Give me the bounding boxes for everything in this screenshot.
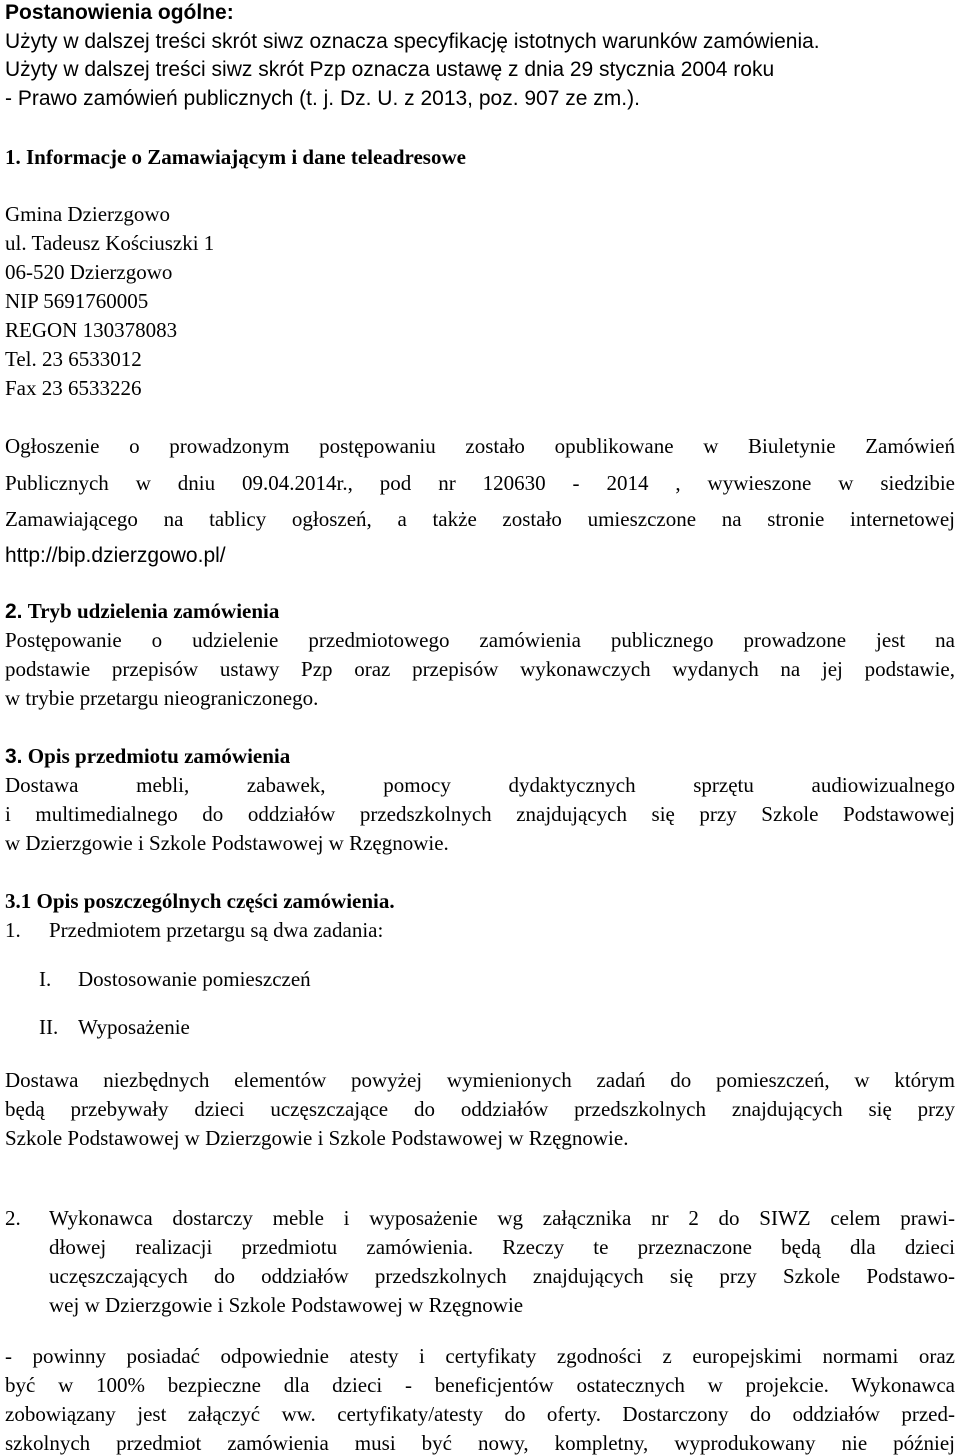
task-text: Wyposażenie: [78, 1015, 190, 1039]
list-item-number: 2.: [5, 1206, 21, 1230]
general-line: Użyty w dalszej treści siwz skrót Pzp oznacza ustawę z dnia 29 stycznia 2004 roku: [5, 58, 775, 81]
section-number: 3.: [5, 745, 23, 768]
bip-url: http://bip.dzierzgowo.pl/: [5, 544, 226, 567]
section-heading: [5, 598, 279, 625]
section-title: Opis przedmiotu zamówienia: [27, 744, 291, 768]
announcement-line: Ogłoszenie o prowadzonym postępowaniu zostało opublikowane w Biuletynie Zamówień: [5, 434, 955, 458]
general-heading: Postanowienia ogólne:: [5, 1, 234, 24]
list-item-text: Wykonawca dostarczy meble i wyposażenie wg załącznika nr 2 do SIWZ celem prawi-: [49, 1206, 955, 1230]
paragraph-line: zobowiązany jest załączyć ww. certyfikaty/atesty do oferty. Dostarczony do oddziałów przed-: [5, 1402, 955, 1426]
paragraph-line: będą przebywały dzieci uczęszczające do oddziałów przedszkolnych znajdujących się przy: [5, 1097, 955, 1121]
paragraph-line: być w 100% bezpieczne dla dzieci - beneficjentów ostatecznych w projekcie. Wykonawca: [5, 1373, 955, 1397]
paragraph-line: w trybie przetargu nieograniczonego.: [5, 686, 319, 710]
address-line: 06-520 Dzierzgowo: [5, 260, 173, 284]
section-number: 2.: [5, 600, 23, 623]
address-line: NIP 5691760005: [5, 289, 149, 313]
address-line: Gmina Dzierzgowo: [5, 202, 171, 226]
list-item-text: uczęszczających do oddziałów przedszkolnych znajdujących się przy Szkole Podstawo-: [49, 1264, 955, 1288]
list-item-text: Przedmiotem przetargu są dwa zadania:: [49, 918, 384, 942]
address-line: ul. Tadeusz Kościuszki 1: [5, 231, 215, 255]
general-line: Użyty w dalszej treści skrót siwz oznacza specyfikację istotnych warunków zamówienia.: [5, 30, 820, 53]
paragraph-line: - powinny posiadać odpowiednie atesty i certyfikaty zgodności z europejskimi normami oraz: [5, 1344, 955, 1368]
list-item-text: dłowej realizacji przedmiotu zamówienia. Rzeczy te przeznaczone będą dla dzieci: [49, 1235, 955, 1259]
address-line: Fax 23 6533226: [5, 376, 142, 400]
paragraph-line: Dostawa mebli, zabawek, pomocy dydaktycznych sprzętu audiowizualnego: [5, 773, 955, 797]
paragraph-line: Postępowanie o udzielenie przedmiotowego zamówienia publicznego prowadzone jest na: [5, 628, 955, 652]
paragraph-line: i multimedialnego do oddziałów przedszkolnych znajdujących się przy Szkole Podstawowej: [5, 802, 955, 826]
list-item-text: wej w Dzierzgowie i Szkole Podstawowej w Rzęgnowie: [49, 1293, 524, 1317]
paragraph-line: podstawie przepisów ustawy Pzp oraz przepisów wykonawczych wydanych na jej podstawie,: [5, 657, 955, 681]
general-line: - Prawo zamówień publicznych (t. j. Dz. U. z 2013, poz. 907 ze zm.).: [5, 87, 640, 110]
list-item-number: 1.: [5, 918, 21, 942]
address-line: Tel. 23 6533012: [5, 347, 142, 371]
section-title: Tryb udzielenia zamówienia: [27, 599, 280, 623]
task-number: I.: [39, 967, 52, 991]
address-line: REGON 130378083: [5, 318, 178, 342]
task-text: Dostosowanie pomieszczeń: [78, 967, 311, 991]
paragraph-line: szkolnych przedmiot zamówienia musi być nowy, kompletny, wyprodukowany nie później: [5, 1431, 955, 1455]
announcement-line: Zamawiającego na tablicy ogłoszeń, a także zostało umieszczone na stronie internetowej: [5, 507, 955, 531]
announcement-line: Publicznych w dniu 09.04.2014r., pod nr 120630 - 2014 , wywieszone w siedzibie: [5, 471, 955, 495]
subsection-heading: 3.1 Opis poszczególnych części zamówienia.: [5, 889, 395, 913]
task-number: II.: [39, 1015, 59, 1039]
paragraph-line: Dostawa niezbędnych elementów powyżej wymienionych zadań do pomieszczeń, w którym: [5, 1068, 955, 1092]
section-heading: 1. Informacje o Zamawiającym i dane teleadresowe: [5, 145, 466, 169]
paragraph-line: Szkole Podstawowej w Dzierzgowie i Szkole Podstawowej w Rzęgnowie.: [5, 1126, 629, 1150]
paragraph-line: w Dzierzgowie i Szkole Podstawowej w Rzęgnowie.: [5, 831, 449, 855]
section-heading: [5, 743, 290, 770]
